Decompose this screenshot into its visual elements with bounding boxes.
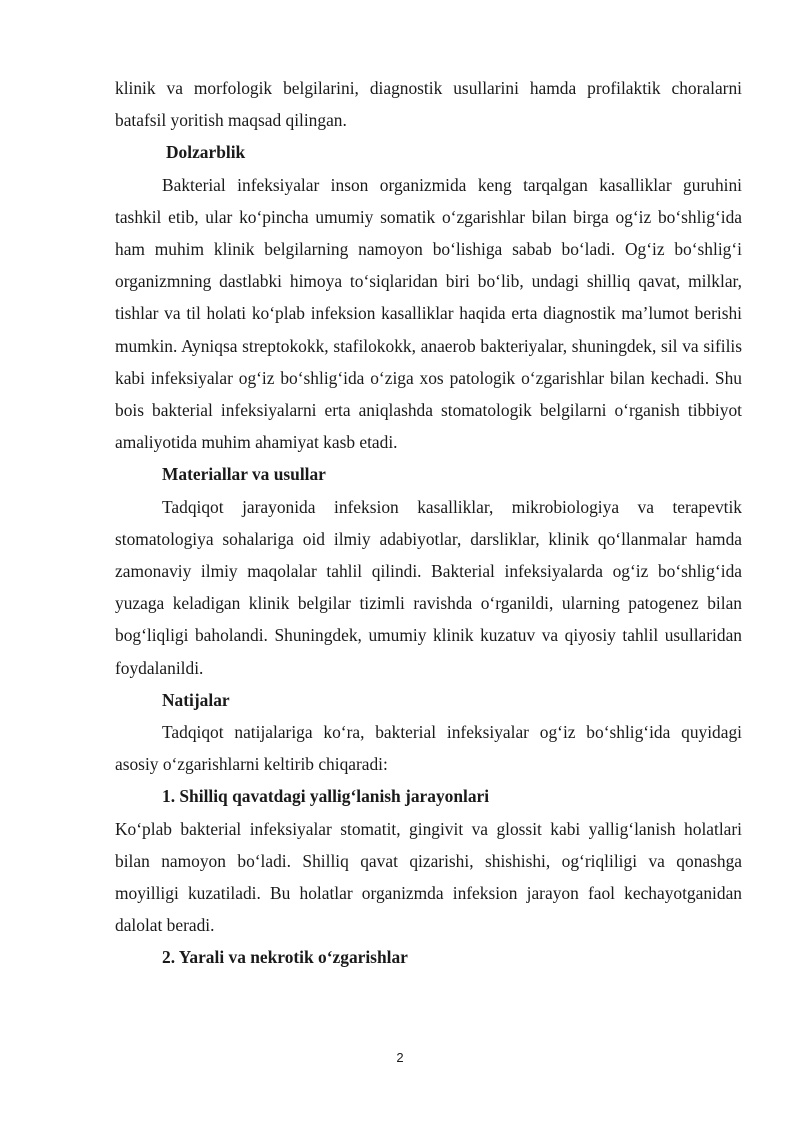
heading-dolzarblik: Dolzarblik bbox=[166, 142, 246, 163]
paragraph-natijalar: Tadqiqot natijalariga koʻra, bakterial infeksiyalar ogʻiz boʻshligʻida quyidagi asosiy oʻzgarishlarni keltirib chiqaradi: bbox=[115, 722, 742, 775]
paragraph-section-1: Koʻplab bakterial infeksiyalar stomatit, gingivit va glossit kabi yalligʻlanish holatlari bilan namoyon boʻladi. Shilliq qavat qizarishi, shishishi, ogʻriqliligi va qonashga moyilligi kuzatiladi. Bu holatlar organizmda infeksion jarayon faol kechayotganidan dalolat beradi. bbox=[115, 818, 742, 936]
heading-natijalar: Natijalar bbox=[162, 689, 230, 710]
paragraph-dolzarblik: Bakterial infeksiyalar inson organizmida keng tarqalgan kasalliklar guruhini tashkil etib, ular koʻpincha umumiy somatik oʻzgarishlar bilan birga ogʻiz boʻshligʻida ham muhim klinik belgilarning namoyon boʻlishiga sabab boʻladi. Ogʻiz boʻshligʻi organizmning dastlabki himoya toʻsiqlaridan biri boʻlib, undagi shilliq qavat, milklar, tishlar va til holati koʻplab infeksion kasalliklar haqida erta diagnostik maʼlumot berishi mumkin. Ayniqsa streptokokk, stafilokokk, anaerob bakteriyalar, shuningdek, sil va sifilis kabi infeksiyalar ogʻiz boʻshligʻida oʻziga xos patologik oʻzgarishlar bilan kechadi. Shu bois bakterial infeksiyalarni erta aniqlashda stomatologik belgilarni oʻrganish tibbiyot amaliyotida muhim ahamiyat kasb etadi. bbox=[115, 174, 742, 453]
document-page bbox=[115, 72, 742, 974]
intro-continuation: klinik va morfologik belgilarini, diagnostik usullarini hamda profilaktik choralarni batafsil yoritish maqsad qilingan. bbox=[115, 78, 742, 131]
heading-section-1: 1. Shilliq qavatdagi yalligʻlanish jarayonlari bbox=[162, 786, 490, 807]
heading-materiallar: Materiallar va usullar bbox=[162, 464, 326, 485]
page-number: 2 bbox=[396, 1050, 404, 1065]
heading-section-2: 2. Yarali va nekrotik oʻzgarishlar bbox=[162, 947, 408, 968]
paragraph-materiallar: Tadqiqot jarayonida infeksion kasalliklar, mikrobiologiya va terapevtik stomatologiya sohalariga oid ilmiy adabiyotlar, darsliklar, klinik qoʻllanmalar hamda zamonaviy ilmiy maqolalar tahlil qilindi. Bakterial infeksiyalarda ogʻiz boʻshligʻida yuzaga keladigan klinik belgilar tizimli ravishda oʻrganildi, ularning patogenez bilan bogʻliqligi baholandi. Shuningdek, umumiy klinik kuzatuv va qiyosiy tahlil usullaridan foydalanildi. bbox=[115, 496, 742, 678]
